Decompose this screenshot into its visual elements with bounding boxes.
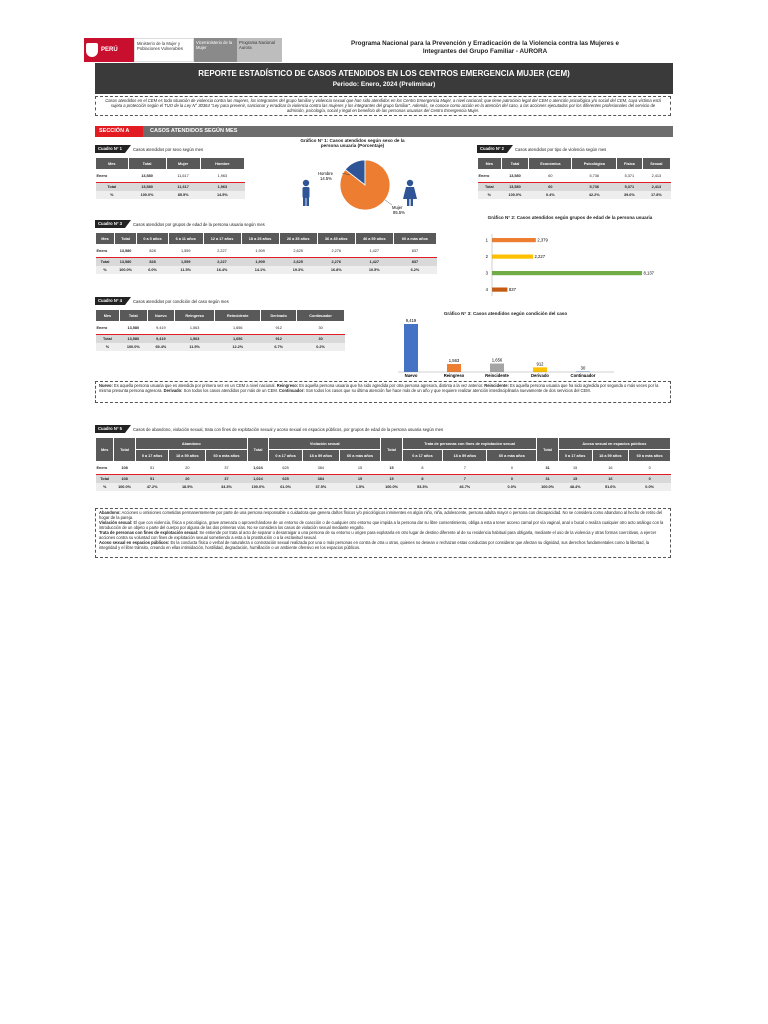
- table-cell: 6.0%: [137, 266, 169, 274]
- table-cell: 15: [381, 475, 402, 484]
- table-cell: Enero: [96, 249, 108, 253]
- table-cell: 0: [487, 475, 537, 484]
- def-key: Acoso sexual en espacios públicos:: [99, 540, 170, 545]
- column-header: 18 a 59 años: [169, 450, 206, 462]
- column-header: 18 a 59 años: [443, 450, 487, 462]
- table-row: [96, 462, 671, 475]
- table-cell: 85.5%: [166, 191, 200, 199]
- table-cell: 8: [421, 466, 424, 470]
- def-text: Es aquella persona usuaria que ha sido agredida por otra persona agresora, distinta a la vez anterior.: [298, 383, 485, 388]
- table-cell: 51.6%: [592, 483, 629, 491]
- table-cell: 1,963: [200, 183, 244, 192]
- column-header: 0 a 17 años: [402, 450, 443, 462]
- table-cell: 7: [463, 466, 466, 470]
- total-row: [478, 183, 671, 192]
- bar: [490, 364, 504, 372]
- table-cell: 828: [137, 258, 169, 267]
- table-cell: 837: [393, 258, 436, 267]
- cuadro-4-table: [95, 309, 345, 351]
- cuadro-title: Casos de abandono, violación sexual, trata con fines de explotación sexual y acoso sexual en espacios públicos, por grupos de edad de la persona usuaria según mes: [133, 426, 444, 432]
- mujer-pct: 85.5%: [393, 210, 405, 215]
- table-cell: 37: [206, 475, 248, 484]
- table-cell: 13,580: [119, 249, 132, 253]
- table-cell: 100.0%: [114, 266, 136, 274]
- table-cell: 5,736: [589, 174, 600, 178]
- cuadro-title: Casos atendidos por tipo de violencia según mes: [515, 146, 607, 152]
- data-label: 837: [508, 287, 516, 293]
- ministerio-logo: Ministerio de la Mujer y Poblaciones Vulnerables: [134, 38, 194, 62]
- category-label: 2: [485, 254, 488, 260]
- table-cell: Total: [478, 183, 502, 192]
- def-text: Son todos los casos que su última atención fue hace más de un año y que requiere realizar atención interdisciplinaria nuevamente de dos servicios del CEM.: [304, 388, 591, 393]
- bar: [492, 238, 536, 242]
- table-cell: 20: [169, 475, 206, 484]
- column-header: 60 a más años: [629, 450, 671, 462]
- percent-row: [96, 191, 245, 199]
- header-row: [96, 310, 345, 322]
- intro-note: Casos atendidos en el CEM es toda situación de violencia contra las mujeres, los integrantes del grupo familiar y violencia sexual que han sido atendidos en los Centro Emergencia Mujer, a nivel nacional; que tiene patrocinio legal del CEM o atención psicológica y/o social del CEM, cuya víctima está sujeta a protección según el TUO de la Ley N° 30364 "Ley para prevenir, sancionar y erradicar la violencia contra las mujeres y los integrantes del grupo familiar". Además, se conoce como acción en la atención del caso, a las acciones ejecutadas por los diferentes profesionales del servicio de admisión, psicología, social y legal en beneficio de las personas usuarias del Centro Emergencia Mujer.: [95, 96, 671, 116]
- table-cell: 19.3%: [279, 266, 317, 274]
- column-header: 60 a más años: [487, 450, 537, 462]
- table-cell: 15: [339, 475, 381, 484]
- total-row: [96, 335, 345, 344]
- table-cell: 1,563: [174, 335, 214, 344]
- column-header: 18 a 59 años: [592, 450, 629, 462]
- column-header: 12 a 17 años: [203, 233, 241, 245]
- table-cell: 51: [149, 466, 155, 470]
- def-key: Reincidente:: [484, 383, 509, 388]
- table-cell: 37: [224, 466, 229, 470]
- shield-icon: [86, 43, 98, 57]
- cuadro-4-header: [95, 297, 229, 305]
- total-row: [96, 183, 245, 192]
- table-cell: Total: [96, 475, 114, 484]
- group-header: Violación sexual: [269, 438, 381, 450]
- column-header: Total: [381, 438, 402, 462]
- pie: [340, 160, 390, 210]
- table-cell: 17.8%: [642, 191, 670, 199]
- column-header: Mes: [478, 158, 502, 170]
- table-cell: 16: [608, 466, 613, 470]
- table-cell: %: [96, 191, 129, 199]
- cuadro-1-table: [95, 157, 245, 199]
- table-cell: Total: [96, 335, 120, 344]
- group-header: Acoso sexual en espacios públicos: [558, 438, 670, 450]
- table-row: [96, 322, 345, 335]
- column-header: Mes: [96, 233, 115, 245]
- table-cell: 60: [548, 174, 553, 178]
- def-key: Nuevo:: [99, 383, 113, 388]
- peru-logo: [84, 38, 134, 62]
- program-line-1: Programa Nacional para la Prevención y Erradicación de la Violencia contra las Mujeres e: [351, 40, 619, 47]
- female-person-icon: [403, 180, 417, 206]
- table-cell: 15: [389, 466, 394, 470]
- table-cell: 2,413: [642, 183, 670, 192]
- table-cell: 6.2%: [393, 266, 436, 274]
- report-banner: [95, 63, 673, 94]
- table-cell: 100.0%: [381, 483, 402, 491]
- table-cell: 9,419: [147, 335, 174, 344]
- program-line-2: Integrantes del Grupo Familiar - AURORA: [422, 48, 548, 55]
- table-cell: 34.3%: [206, 483, 248, 491]
- table-cell: 46.7%: [443, 483, 487, 491]
- cuadro-3-header: [95, 220, 265, 228]
- table-cell: 39.6%: [617, 191, 643, 199]
- table-cell: 60: [529, 183, 572, 192]
- column-header: Mes: [96, 158, 129, 170]
- column-header: Física: [617, 158, 643, 170]
- header-row: [96, 438, 671, 450]
- grafico-3-chart: [392, 312, 622, 380]
- def-acoso: [99, 540, 667, 550]
- table-cell: 0.0%: [487, 483, 537, 491]
- def-key: Reingreso:: [276, 383, 299, 388]
- data-label: 1,563: [448, 358, 460, 364]
- cuadro-label: Cuadro N° 3: [95, 220, 125, 228]
- column-header: 18 a 59 años: [302, 450, 339, 462]
- category-label: Continuador: [570, 373, 596, 378]
- table-cell: 16: [592, 475, 629, 484]
- category-label: Derivado: [531, 373, 549, 378]
- table-cell: 0: [629, 475, 671, 484]
- table-cell: 1,427: [369, 249, 380, 253]
- column-header: Total: [537, 438, 558, 462]
- data-label: 30: [580, 365, 586, 371]
- section-title: CASOS ATENDIDOS SEGÚN MES: [150, 128, 238, 134]
- grafico-2-chart: [482, 232, 672, 298]
- report-title: REPORTE ESTADÍSTICO DE CASOS ATENDIDOS EN LOS CENTROS EMERGENCIA MUJER (CEM): [198, 69, 570, 78]
- column-header: Mujer: [166, 158, 200, 170]
- data-label: 9,419: [405, 318, 417, 323]
- def-trata: [99, 530, 667, 540]
- percent-row: [96, 483, 671, 491]
- column-header: Nuevo: [147, 310, 174, 322]
- table-cell: 1,559: [180, 249, 191, 253]
- column-header: 46 a 59 años: [355, 233, 393, 245]
- table-row: [96, 170, 245, 183]
- def-text: Es aquella persona usuaria que ha sido agredida por segunda o más veces por la misma presunta persona agresora.: [99, 383, 659, 393]
- viceministerio-logo: Viceministerio de la Mujer: [194, 38, 237, 62]
- column-header: 60 a más años: [206, 450, 248, 462]
- table-cell: 0: [648, 466, 651, 470]
- table-cell: 1,024: [253, 466, 263, 470]
- def-abandono: [99, 510, 667, 520]
- table-cell: 30: [297, 335, 345, 344]
- cuadro-3-table: [95, 232, 437, 274]
- cuadro-5-header: [95, 425, 443, 433]
- def-text: Se entiende por trata al acto de separar o desarraigar a una persona de su entorno u origen para explotarla en otro lugar de destino diferente al de su residencia habitual para obligarla, mediante el uso de la violencia y otras formas coercitivas, a ejercer acciones contra su voluntad con fines de explotación sexual sometiendo a esta a la prostitución o a la esclavitud sexual.: [99, 530, 657, 540]
- cuadro-title: Casos atendidos por sexo según mes: [133, 146, 204, 152]
- group-header: Abandono: [135, 438, 247, 450]
- table-cell: 16.4%: [203, 266, 241, 274]
- table-cell: 100.0%: [119, 343, 147, 351]
- table-cell: 828: [149, 249, 156, 253]
- grafico-1-title: Gráfico N° 1: Casos atendidos según sexo de la persona usuaria (Porcentaje): [300, 138, 405, 148]
- table-cell: 13,580: [501, 183, 529, 192]
- grafico-3-title: Gráfico N° 3: Casos atendidos según condición del caso: [443, 311, 568, 316]
- table-cell: %: [96, 483, 114, 491]
- column-header: Continuador: [297, 310, 345, 322]
- table-cell: Enero: [96, 174, 108, 178]
- table-cell: 11.5%: [174, 343, 214, 351]
- def-text: El que con violencia, física o psicológica, grave amenaza o aprovechándose de un entorno de coacción o de cualquier otro entorno que impida a la persona dar su libre consentimiento, obliga a esta a tener acceso carnal por vía vaginal, anal o bucal o realiza cualquier otro acto análogo con la introducción de un objeto o parte del cuerpo por alguna de las dos primeras vías. No se considera los casos de violación sexual mediante engaño.: [99, 520, 664, 530]
- category-label: 3: [485, 270, 488, 276]
- table-cell: 8: [402, 475, 443, 484]
- table-cell: 37.5%: [302, 483, 339, 491]
- table-cell: 61.0%: [269, 483, 303, 491]
- total-row: [96, 258, 437, 267]
- condicion-definitions: [95, 381, 671, 403]
- table-cell: 0.4%: [529, 191, 572, 199]
- column-header: Derivado: [261, 310, 297, 322]
- column-header: Sexual: [642, 158, 670, 170]
- category-label: Reincidente: [485, 373, 509, 378]
- bar: [492, 271, 642, 275]
- table-cell: 2,413: [651, 174, 662, 178]
- grafico-1-chart: [290, 155, 430, 215]
- bar: [404, 324, 418, 372]
- def-violacion: [99, 520, 667, 530]
- table-cell: 11.5%: [168, 266, 203, 274]
- category-label: Nuevo: [404, 373, 418, 378]
- table-cell: 1,559: [168, 258, 203, 267]
- percent-row: [96, 266, 437, 274]
- table-cell: 1,563: [189, 326, 200, 330]
- table-cell: 100.0%: [537, 483, 558, 491]
- table-cell: %: [478, 191, 502, 199]
- table-cell: 69.4%: [147, 343, 174, 351]
- table-cell: 2,625: [293, 249, 303, 253]
- table-cell: 15: [558, 475, 592, 484]
- cuadro-2-header: [477, 145, 606, 153]
- table-cell: 15: [573, 466, 578, 470]
- column-header: 0 a 17 años: [269, 450, 303, 462]
- column-header: Reingreso: [174, 310, 214, 322]
- column-header: Hombre: [200, 158, 244, 170]
- table-cell: 20: [185, 466, 190, 470]
- table-cell: 10.5%: [355, 266, 393, 274]
- total-row: [96, 475, 671, 484]
- def-key: Derivado:: [163, 388, 183, 393]
- table-cell: 48.4%: [558, 483, 592, 491]
- cuadro-label: Cuadro N° 2: [477, 145, 507, 153]
- table-cell: 53.3%: [402, 483, 443, 491]
- table-cell: 47.2%: [135, 483, 169, 491]
- def-key: Abandono:: [99, 510, 121, 515]
- table-cell: 2,276: [331, 249, 341, 253]
- header-logos: [84, 38, 282, 62]
- column-header: 18 a 25 años: [241, 233, 279, 245]
- table-cell: 1.5%: [339, 483, 381, 491]
- column-header: Total: [128, 158, 166, 170]
- hombre-label: Hombre: [318, 171, 333, 176]
- cuadro-1-header: [95, 145, 203, 153]
- cuadro-label: Cuadro N° 1: [95, 145, 125, 153]
- table-cell: 100.0%: [501, 191, 529, 199]
- def-key: Violación sexual:: [99, 520, 133, 525]
- data-label: 2,227: [534, 254, 546, 260]
- table-cell: 625: [269, 475, 303, 484]
- table-cell: 384: [317, 466, 324, 470]
- def-key: Continuador:: [279, 388, 305, 393]
- column-header: Total: [119, 310, 147, 322]
- column-header: 26 a 35 años: [279, 233, 317, 245]
- data-label: 912: [536, 361, 544, 367]
- table-cell: 1,909: [255, 249, 265, 253]
- table-cell: 2,625: [279, 258, 317, 267]
- table-cell: 0.2%: [297, 343, 345, 351]
- table-cell: Enero: [478, 174, 490, 178]
- cuadro-5-table: [95, 437, 671, 491]
- bar: [447, 364, 461, 372]
- column-header: Mes: [96, 438, 114, 462]
- table-cell: 14.1%: [241, 266, 279, 274]
- cuadro-2-table: [477, 157, 671, 199]
- table-cell: 5,736: [572, 183, 617, 192]
- table-cell: 837: [411, 249, 419, 253]
- bar: [492, 288, 507, 292]
- percent-row: [96, 343, 345, 351]
- table-cell: 384: [302, 475, 339, 484]
- category-label: Reingreso: [443, 373, 465, 378]
- table-cell: 31: [545, 466, 550, 470]
- column-header: 60 a más años: [339, 450, 381, 462]
- column-header: 60 a más años: [393, 233, 436, 245]
- table-cell: 13,580: [119, 335, 147, 344]
- table-cell: 2,227: [217, 249, 227, 253]
- table-cell: 1,909: [241, 258, 279, 267]
- def-text: Son todos los casos atendidos por más de un CEM.: [182, 388, 279, 393]
- table-cell: 15: [357, 466, 363, 470]
- section-label: SECCIÓN A: [95, 126, 143, 137]
- table-cell: 7: [443, 475, 487, 484]
- def-text: Es aquella persona usuaria que es atendida por primera vez en un CEM a nivel nacional.: [112, 383, 277, 388]
- cuadro-title: Casos atendidos por condición del caso según mes: [133, 298, 229, 304]
- column-header: 0 a 17 años: [135, 450, 169, 462]
- cuadro-title: Casos atendidos por grupos de edad de la persona usuaria según mes: [133, 221, 265, 227]
- category-label: 4: [485, 287, 488, 293]
- table-cell: 1,024: [247, 475, 268, 484]
- table-cell: 5,371: [617, 183, 643, 192]
- table-cell: 108: [121, 466, 128, 470]
- column-header: 6 a 11 años: [168, 233, 203, 245]
- header-row: [96, 158, 245, 170]
- data-label: 2,379: [537, 237, 548, 243]
- header-row: [96, 233, 437, 245]
- table-row: [478, 170, 671, 183]
- table-cell: 100.0%: [247, 483, 268, 491]
- table-cell: %: [96, 266, 115, 274]
- column-header: Psicológica: [572, 158, 617, 170]
- table-cell: 51: [135, 475, 169, 484]
- table-cell: 9,419: [156, 326, 166, 330]
- column-header: Económica: [529, 158, 572, 170]
- peru-label: PERÚ: [101, 47, 118, 53]
- table-cell: %: [96, 343, 120, 351]
- table-cell: 13,580: [128, 183, 166, 192]
- table-row: [96, 245, 437, 258]
- table-cell: Enero: [96, 466, 108, 470]
- category-label: 1: [485, 237, 488, 243]
- bar: [492, 255, 533, 259]
- table-cell: 1,427: [355, 258, 393, 267]
- column-header: Total: [114, 233, 136, 245]
- column-header: 36 a 45 años: [317, 233, 355, 245]
- table-cell: 12.2%: [215, 343, 261, 351]
- hombre-pct: 14.5%: [320, 176, 332, 181]
- column-header: Total: [501, 158, 529, 170]
- table-cell: 11,617: [166, 183, 200, 192]
- mujer-label: Mujer: [392, 205, 403, 210]
- table-cell: 625: [282, 466, 289, 470]
- table-cell: 100.0%: [128, 191, 166, 199]
- table-cell: 16.8%: [317, 266, 355, 274]
- cuadro-label: Cuadro N° 4: [95, 297, 125, 305]
- cuadro-label: Cuadro N° 5: [95, 425, 125, 433]
- column-header: Mes: [96, 310, 120, 322]
- table-cell: 1,656: [215, 335, 261, 344]
- column-header: Reincidente: [215, 310, 261, 322]
- table-cell: 0.0%: [629, 483, 671, 491]
- table-cell: 912: [261, 335, 297, 344]
- def-text: Es la conducta física o verbal de naturaleza o connotación sexual realizada por una o más personas en contra de otra u otras, quienes no desean o rechazan estas conductas por considerar que afectan su dignidad, sus derechos fundamentales como la libertad, la integridad y el libre tránsito, creando en ellas intimidación, hostilidad, degradación, humillación o un ambiente ofensivo en los espacios públicos.: [99, 540, 650, 550]
- bar: [533, 367, 547, 372]
- group-header: Trata de personas con fines de explotación sexual: [402, 438, 537, 450]
- header-row: [478, 158, 671, 170]
- table-cell: 1,656: [232, 326, 243, 330]
- data-label: 1,656: [491, 357, 503, 363]
- table-cell: 18.5%: [169, 483, 206, 491]
- program-name: [320, 40, 650, 56]
- table-cell: 100.0%: [114, 483, 135, 491]
- column-header: Total: [247, 438, 268, 462]
- table-cell: 108: [114, 475, 135, 484]
- table-cell: 13,580: [114, 258, 136, 267]
- column-header: 0 a 17 años: [558, 450, 592, 462]
- table-cell: 1,963: [217, 174, 228, 178]
- table-cell: 5,371: [624, 174, 635, 178]
- table-cell: 30: [318, 326, 323, 330]
- column-header: 0 a 5 años: [137, 233, 169, 245]
- def-text: Acciones u omisiones cometidas permanentemente por parte de una persona responsable o cuidadora que genera daños físicos y/o psicológicos inminentes en algún niño, niña, adolescente, persona adulta mayor o persona con discapacidad. No se considera como abandono al hecho de retiro del hogar de la pareja.: [99, 510, 663, 520]
- male-person-icon: [303, 180, 310, 206]
- table-cell: 13,580: [141, 174, 153, 178]
- table-cell: 14.5%: [200, 191, 244, 199]
- table-cell: Total: [96, 183, 129, 192]
- column-header: Total: [114, 438, 135, 462]
- table-cell: 2,227: [203, 258, 241, 267]
- report-period: Periodo: Enero, 2024 (Preliminar): [332, 81, 436, 88]
- table-cell: 6.7%: [261, 343, 297, 351]
- programa-logo: Programa Nacional Aurora: [237, 38, 282, 62]
- grafico-2-title: Gráfico N° 2: Casos atendidos según grupos de edad de la persona usuaria: [487, 215, 653, 220]
- percent-row: [478, 191, 671, 199]
- def-key: Trata de personas con fines de explotación sexual:: [99, 530, 199, 535]
- table-cell: Enero: [96, 326, 108, 330]
- table-cell: 0: [510, 466, 513, 470]
- table-cell: 31: [537, 475, 558, 484]
- data-label: 8,137: [643, 270, 654, 276]
- table-cell: 11,617: [177, 174, 189, 178]
- table-cell: 13,580: [127, 326, 140, 330]
- violencia-definitions: [95, 508, 671, 558]
- table-cell: Total: [96, 258, 115, 267]
- table-cell: 2,276: [317, 258, 355, 267]
- table-cell: 13,580: [509, 174, 521, 178]
- table-cell: 912: [275, 326, 282, 330]
- table-cell: 42.2%: [572, 191, 617, 199]
